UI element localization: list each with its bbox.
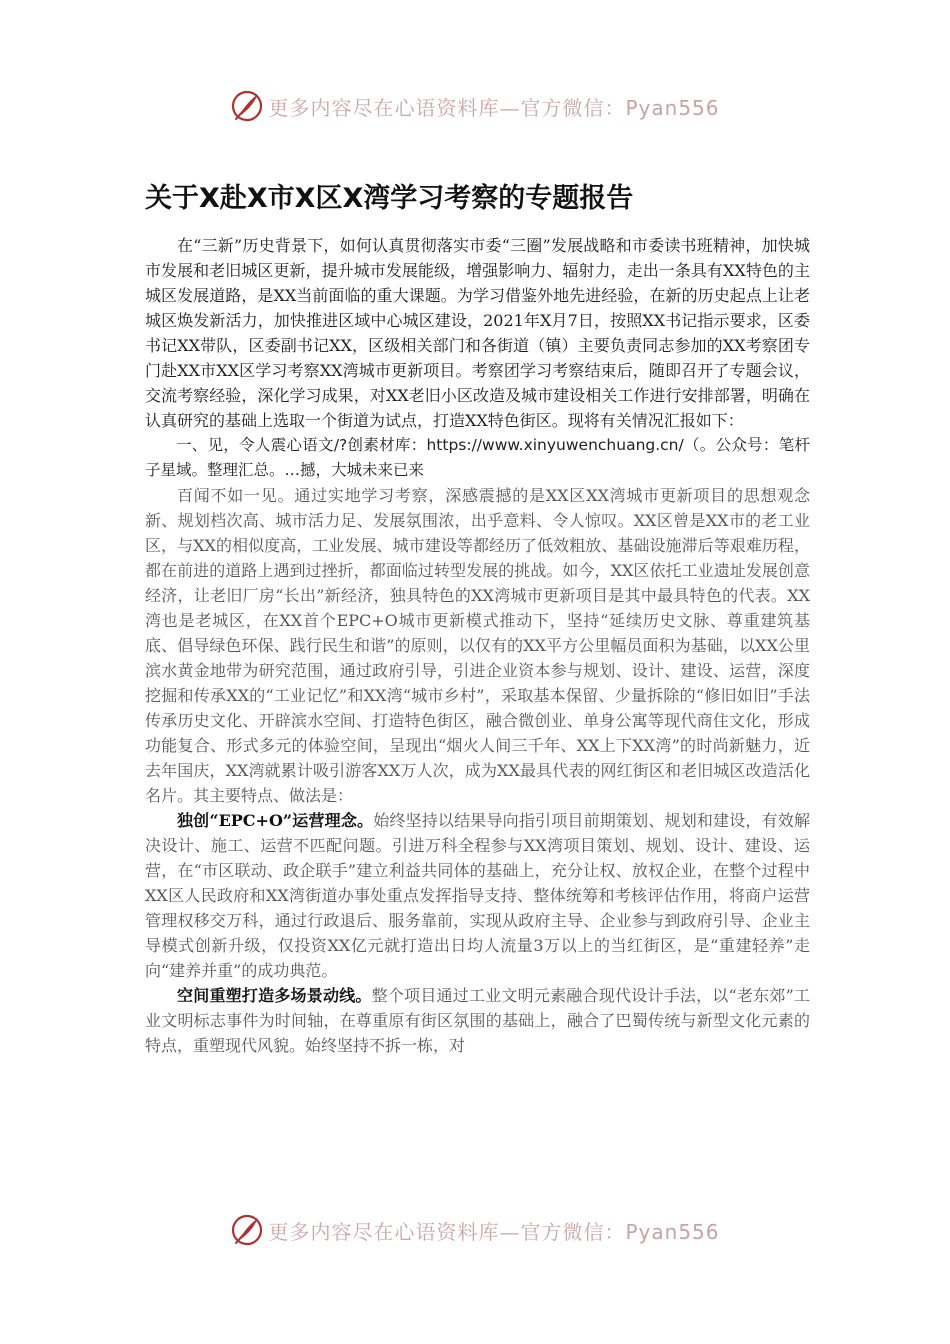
watermark-label: 更多内容尽在心语资料库—官方微信：	[268, 95, 626, 120]
watermark-banner-top	[0, 86, 950, 126]
watermark-text	[268, 92, 719, 121]
wechat-id: Pyan556	[625, 1219, 720, 1244]
paragraph-overview: 百闻不如一见。通过实地学习考察，深感震撼的是XX区XX湾城市更新项目的思想观念新、规划档次高、城市活力足、发展氛围浓，出乎意料、令人惊叹。XX区曾是XX市的老工业区，与XX的相似度高，工业发展、城市建设等都经历了低效粗放、基础设施滞后等艰难历程，都在前进的道路上遇到过挫折，都面临过转型发展的挑战。如今，XX区依托工业遗址发展创意经济，让老旧厂房“长出”新经济，独具特色的XX湾城市更新项目是其中最具特色的代表。XX湾也是老城区，在XX首个EPC+O城市更新模式推动下，坚持“延续历史文脉、尊重建筑基底、倡导绿色环保、践行民生和谐”的原则，以仅有的XX平方公里幅员面积为基础，以XX公里滨水黄金地带为研究范围，通过政府引导，引进企业资本参与规划、设计、建设、运营，深度挖掘和传承XX的“工业记忆”和XX湾“城市乡村”，采取基本保留、少量拆除的“修旧如旧”手法传承历史文化、开辟滨水空间、打造特色街区，融合微创业、单身公寓等现代商住文化，形成功能复合、形式多元的体验空间，呈现出“烟火人间三千年、XX上下XX湾”的时尚新魅力，近去年国庆，XX湾就累计吸引游客XX万人次，成为XX最具代表的网红街区和老旧城区改造活化名片。其主要特点、做法是：	[145, 486, 810, 805]
paragraph-lead-bold: 空间重塑打造多场景动线。	[177, 986, 372, 1005]
paragraph-text: 整个项目通过工业文明元素融合现代设计手法，以“老东郊”工业文明标志事件为时间轴，在尊重原有街区氛围的基础上，融合了巴蜀传统与新型文化元素的特点，重塑现代风貌。始终坚持不拆一栋，对	[145, 986, 810, 1055]
paragraph-epc-o	[145, 808, 810, 983]
watermark-text	[268, 1216, 719, 1245]
paragraph-intro: 在“三新”历史背景下，如何认真贯彻落实市委“三圈”发展战略和市委读书班精神，加快城市发展和老旧城区更新，提升城市发展能级，增强影响力、辐射力，走出一条具有XX特色的主城区发展道路，是XX当前面临的重大课题。为学习借鉴外地先进经验，在新的历史起点上让老城区焕发新活力，加快推进区域中心城区建设，2021年X月7日，按照XX书记指示要求，区委书记XX带队，区委副书记XX，区级相关部门和各街道（镇）主要负责同志参加的XX考察团专门赴XX市XX区学习考察XX湾城市更新项目。考察团学习考察结束后，随即召开了专题会议，交流考察经验，深化学习成果，对XX老旧小区改造及城市建设相关工作进行安排部署，明确在认真研究的基础上选取一个街道为试点，打造XX特色街区。现将有关情况汇报如下：	[145, 236, 810, 430]
document-body	[145, 233, 810, 1058]
wechat-id: Pyan556	[625, 95, 720, 120]
watermark-banner-bottom	[0, 1210, 950, 1250]
feather-pen-logo-icon	[230, 89, 264, 123]
feather-pen-logo-icon	[230, 1213, 264, 1247]
paragraph-lead-bold: 独创“EPC+O”运营理念。	[177, 811, 374, 830]
paragraph-space-reshape	[145, 983, 810, 1058]
paragraph-text: 始终坚持以结果导向指引项目前期策划、规划和建设，有效解决设计、施工、运营不匹配问题。引进万科全程参与XX湾项目策划、规划、设计、建设、运营，在“市区联动、政企联手”建立利益共同体的基础上，充分让权、放权企业，在整个过程中XX区人民政府和XX湾街道办事处重点发挥指导支持、整体统筹和考核评估作用，将商户运营管理权移交万科，通过行政退后、服务靠前，实现从政府主导、企业参与到政府引导、企业主导模式创新升级，仅投资XX亿元就打造出日均人流量3万以上的当红街区，是“重建轻养”走向“建养并重”的成功典范。	[145, 811, 810, 980]
document-title: 关于X赴X市X区X湾学习考察的专题报告	[145, 183, 634, 214]
paragraph-section-heading: 一、见，令人震心语文/?创素材库：https://www.xinyuwenchuang.cn/（。公众号：笔杆子星域。整理汇总。…撼，大城未来已来	[145, 436, 810, 479]
watermark-label: 更多内容尽在心语资料库—官方微信：	[268, 1219, 626, 1244]
